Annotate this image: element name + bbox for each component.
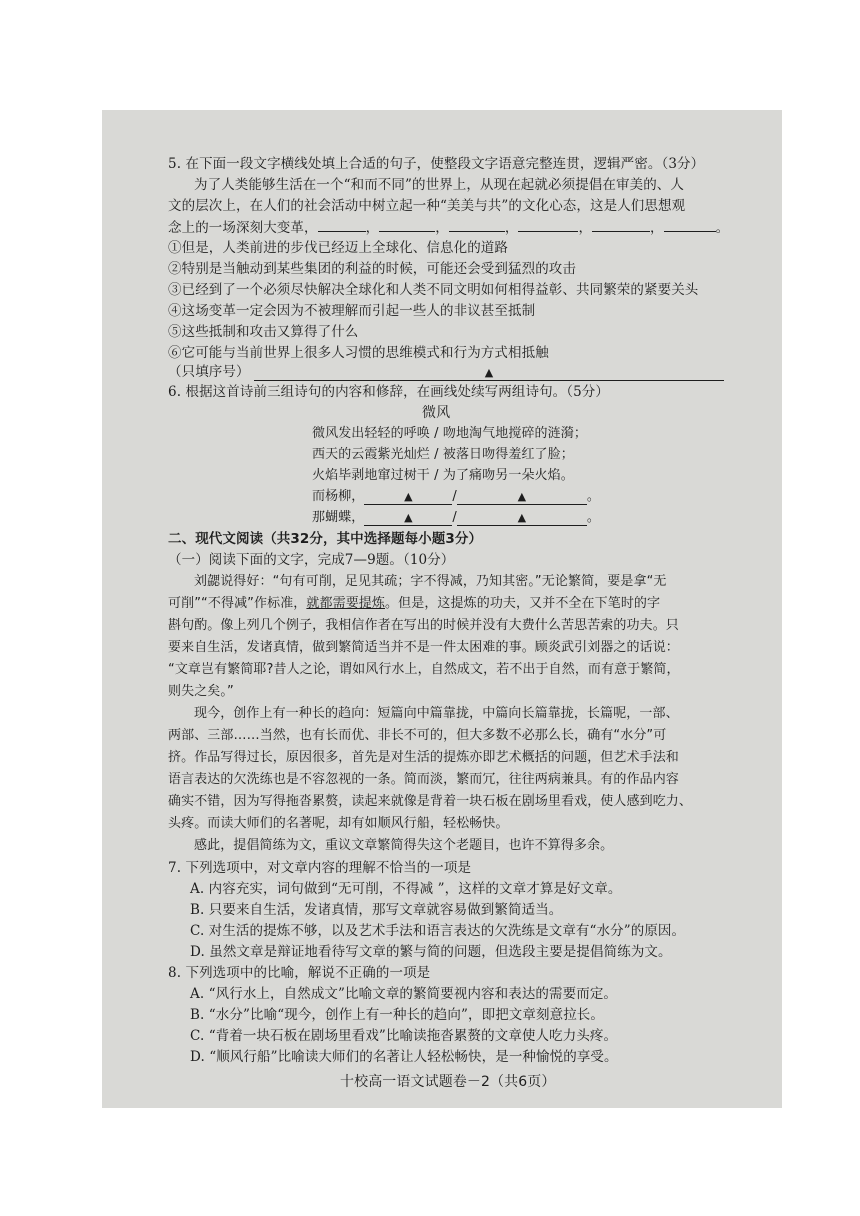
exam-content bbox=[102, 110, 782, 1108]
q8-option-a[interactable]: A. “风行水上，自然成文”比喻文章的繁简要视内容和表达的需要而定。 bbox=[190, 986, 618, 1002]
passage-line: 挤。作品写得过长，原因很多，首先是对生活的提炼亦即艺术概括的问题，但艺术手法和 bbox=[168, 750, 679, 765]
q7-option-b[interactable]: B. 只要来自生活，发诸真情，那写文章就容易做到繁简适当。 bbox=[190, 902, 563, 918]
passage-line bbox=[168, 594, 660, 614]
passage-line: “文章岂有繁简耶?昔人之论，谓如风行水上，自然成文，若不出于自然，而有意于繁简， bbox=[168, 662, 680, 677]
q5-para-line-2: 文的层次上，在人们的社会活动中树立起一种“美美与共”的文化心态，这是人们思想观 bbox=[168, 198, 686, 214]
poem-fill-line-1 bbox=[312, 487, 600, 507]
q5-sep: ， bbox=[435, 220, 449, 236]
poem-fill-blank-2b[interactable] bbox=[457, 511, 587, 526]
poem-fill-prefix: 那蝴蝶， bbox=[312, 510, 365, 525]
q5-blank-6[interactable] bbox=[664, 217, 716, 232]
slash: / bbox=[452, 510, 457, 525]
passage-line: 斟句酌。像上列几个例子，我相信作者在写出的时候并没有大费什么苦思苦索的功夫。只 bbox=[168, 618, 679, 633]
q8-stem: 8. 下列选项中的比喻，解说不正确的一项是 bbox=[168, 965, 431, 981]
q5-sep: ， bbox=[650, 220, 664, 236]
poem-line-1: 微风发出轻轻的呼唤 / 吻地淘气地搅碎的涟漪； bbox=[312, 426, 587, 441]
passage-line: 现今，创作上有一种长的趋向：短篇向中篇靠拢，中篇向长篇靠拢，长篇呢，一部、 bbox=[194, 706, 679, 721]
q6-stem: 6. 根据这首诗前三组诗句的内容和修辞，在画线处续写两组诗句。（5分） bbox=[168, 384, 610, 400]
answer-marker-icon: ▲ bbox=[517, 511, 527, 524]
q5-para-line-3 bbox=[168, 217, 729, 238]
passage-line: 要来自生活，发诸真情，做到繁简适当并不是一件太困难的事。顾炎武引刘器之的话说： bbox=[168, 640, 679, 655]
answer-marker-icon: ▲ bbox=[484, 366, 494, 379]
q5-stem: 5. 在下面一段文字横线处填上合适的句子，使整段文字语意完整连贯，逻辑严密。（3分） bbox=[168, 156, 705, 172]
underlined-phrase: 就都需要提炼 bbox=[306, 596, 386, 611]
passage-line: 则失之矣。” bbox=[168, 684, 234, 699]
section-title: 二、现代文阅读（共32分，其中选择题每小题3分） bbox=[168, 531, 483, 547]
q7-option-c[interactable]: C. 对生活的提炼不够，以及艺术手法和语言表达的欠洗练是文章有“水分”的原因。 bbox=[190, 923, 686, 939]
q7-option-d[interactable]: D. 虽然文章是辩证地看待写文章的繁与简的问题，但选段主要是提倡简练为文。 bbox=[190, 944, 672, 960]
q5-para-prefix: 念上的一场深刻大变革， bbox=[168, 220, 318, 236]
poem-line-2: 西天的云霞紫光灿烂 / 被落日吻得羞红了脸； bbox=[312, 447, 574, 462]
passage-text: 。但是，这提炼的功夫，又并不全在下笔时的字 bbox=[385, 596, 661, 611]
slash: / bbox=[452, 489, 457, 504]
q8-option-c[interactable]: C. “背着一块石板在剧场里看戏”比喻读拖沓累赘的文章使人吃力头疼。 bbox=[190, 1028, 618, 1044]
q5-blank-5[interactable] bbox=[592, 217, 650, 232]
answer-marker-icon: ▲ bbox=[517, 490, 527, 503]
q5-answer-field[interactable] bbox=[254, 366, 724, 381]
q5-blank-3[interactable] bbox=[449, 217, 505, 232]
period: 。 bbox=[586, 510, 600, 525]
poem-fill-blank-1a[interactable] bbox=[364, 490, 452, 505]
poem-fill-line-2 bbox=[312, 508, 600, 528]
passage-line: 感此，提倡简练为文，重议文章繁简得失这个老题目，也许不算得多余。 bbox=[194, 838, 614, 853]
q5-option-4: ④这场变革一定会因为不被理解而引起一些人的非议甚至抵制 bbox=[168, 303, 536, 319]
section-subtitle: （一）阅读下面的文字，完成7—9题。（10分） bbox=[168, 552, 455, 568]
q5-option-3: ③已经到了一个必须尽快解决全球化和人类不同文明如何相得益彰、共同繁荣的紧要关头 bbox=[168, 282, 699, 298]
page-footer: 十校高一语文试题卷－2（共6页） bbox=[340, 1074, 556, 1090]
q8-option-b[interactable]: B. “水分”比喻“现今，创作上有一种长的趋向”，即把文章刻意拉长。 bbox=[190, 1007, 605, 1023]
q5-option-5: ⑤这些抵制和攻击又算得了什么 bbox=[168, 324, 359, 340]
poem-fill-blank-2a[interactable] bbox=[364, 511, 452, 526]
q5-answer-hint: （只填序号） bbox=[168, 364, 250, 380]
q5-para-line-1: 为了人类能够生活在一个“和而不同”的世界上，从现在起就必须提倡在审美的、人 bbox=[194, 177, 685, 193]
q5-blank-1[interactable] bbox=[318, 217, 366, 232]
q5-end: 。 bbox=[715, 220, 730, 236]
q5-option-2: ②特别是当触动到某些集团的利益的时候，可能还会受到猛烈的攻击 bbox=[168, 261, 576, 277]
answer-marker-icon: ▲ bbox=[404, 490, 413, 503]
q5-option-6: ⑥它可能与当前世界上很多人习惯的思维模式和行为方式相抵触 bbox=[168, 345, 549, 361]
passage-line: 刘勰说得好：“句有可削，足见其疏；字不得减，乃知其密。”无论繁简，要是拿“无 bbox=[194, 574, 667, 589]
passage-line: 头疼。而读大师们的名著呢，却有如顺风行船，轻松畅快。 bbox=[168, 816, 509, 831]
answer-marker-icon: ▲ bbox=[404, 511, 413, 524]
passage-line: 两部、三部……当然，也有长而优、非长不可的，但大多数不必那么长，确有“水分”可 bbox=[168, 728, 667, 743]
passage-text: 可削”“不得减”作标准， bbox=[168, 596, 307, 611]
q5-blank-4[interactable] bbox=[518, 217, 578, 232]
poem-fill-prefix: 而杨柳， bbox=[312, 489, 365, 504]
q5-option-1: ①但是，人类前进的步伐已经迈上全球化、信息化的道路 bbox=[168, 240, 508, 256]
q5-sep: ， bbox=[504, 220, 519, 236]
poem-fill-blank-1b[interactable] bbox=[457, 490, 587, 505]
q5-answer-row bbox=[168, 362, 724, 382]
q5-sep: ， bbox=[365, 220, 380, 236]
q5-blank-2[interactable] bbox=[379, 217, 435, 232]
exam-sheet bbox=[102, 110, 782, 1108]
q5-sep: ， bbox=[578, 220, 593, 236]
passage-line: 语言表达的欠洗练也是不容忽视的一条。简而淡，繁而冗，往往两病兼具。有的作品内容 bbox=[168, 772, 679, 787]
q8-option-d[interactable]: D. “顺风行船”比喻读大师们的名著让人轻松畅快，是一种愉悦的享受。 bbox=[190, 1049, 618, 1065]
poem-title: 微风 bbox=[422, 405, 451, 421]
period: 。 bbox=[586, 489, 600, 504]
passage-line: 确实不错，因为写得拖沓累赘，读起来就像是背着一块石板在剧场里看戏，使人感到吃力、 bbox=[168, 794, 693, 809]
q7-option-a[interactable]: A. 内容充实，词句做到“无可削，不得减 ”，这样的文章才算是好文章。 bbox=[190, 881, 622, 897]
q7-stem: 7. 下列选项中，对文章内容的理解不恰当的一项是 bbox=[168, 860, 472, 876]
poem-line-3: 火焰毕剥地窜过树干 / 为了痛吻另一朵火焰。 bbox=[312, 468, 574, 483]
